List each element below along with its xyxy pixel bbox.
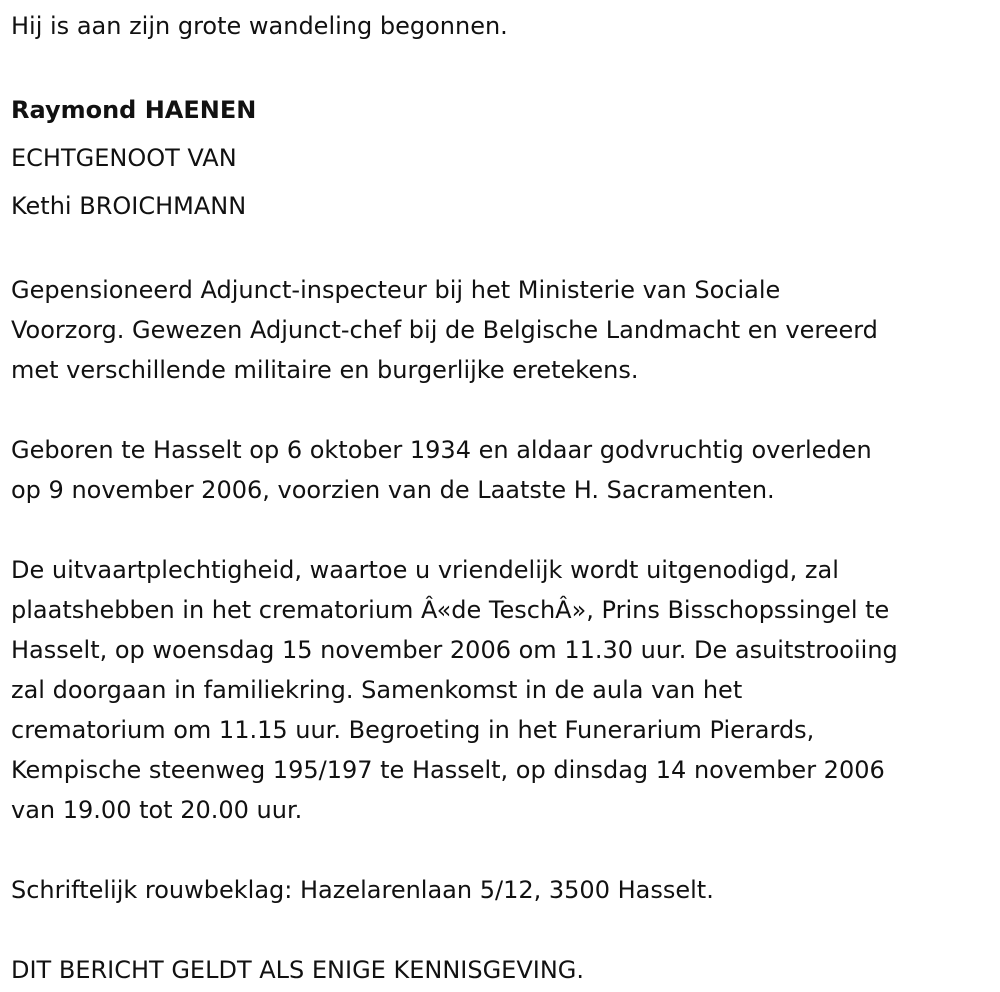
- spacer: [11, 830, 991, 870]
- funeral-paragraph: De uitvaartplechtigheid, waartoe u vriendelijk wordt uitgenodigd, zal plaatshebben in het crematorium Â«de TeschÂ», Prins Bisschopssingel te Hasselt, op woensdag 15 november 2006 om 11.30 uur. De asuitstrooiing zal doorgaan in familiekring. Samenkomst in de aula van het crematorium om 11.15 uur. Begroeting in het Funerarium Pierards, Kempische steenweg 195/197 te Hasselt, op dinsdag 14 november 2006 van 19.00 tot 20.00 uur.: [11, 556, 898, 824]
- spacer: [11, 230, 991, 270]
- condolence-address: Schriftelijk rouwbeklag: Hazelarenlaan 5/12, 3500 Hasselt.: [11, 876, 714, 904]
- birth-death-paragraph: Geboren te Hasselt op 6 oktober 1934 en aldaar godvruchtig overleden op 9 november 2006, voorzien van de Laatste H. Sacramenten.: [11, 436, 872, 504]
- spacer: [11, 510, 991, 550]
- career-paragraph: Gepensioneerd Adjunct-inspecteur bij het Ministerie van Sociale Voorzorg. Gewezen Adjunct-chef bij de Belgische Landmacht en vereerd met verschillende militaire en burgerlijke eretekens.: [11, 276, 878, 384]
- relation-label: ECHTGENOOT VAN: [11, 144, 237, 172]
- deceased-name: Raymond HAENEN: [11, 96, 257, 124]
- obituary-document: [11, 0, 991, 990]
- notice-line: DIT BERICHT GELDT ALS ENIGE KENNISGEVING.: [11, 956, 585, 984]
- spacer: [11, 390, 991, 430]
- opening-line: Hij is aan zijn grote wandeling begonnen.: [11, 12, 508, 40]
- name-block: [11, 86, 991, 230]
- spacer: [11, 910, 991, 950]
- spouse-name: Kethi BROICHMANN: [11, 192, 247, 220]
